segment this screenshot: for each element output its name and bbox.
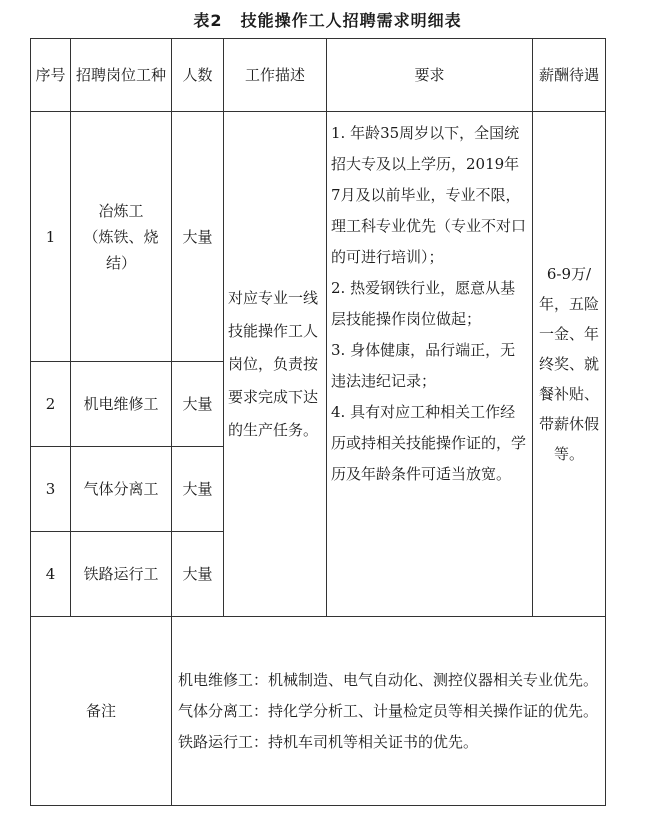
requirements-cell (327, 112, 533, 617)
header-requirements: 要求 (327, 39, 533, 112)
salary-cell: 6-9万/年，五险一金、年终奖、就餐补贴、带薪休假等。 (533, 112, 606, 617)
header-count: 人数 (172, 39, 224, 112)
row-count: 大量 (172, 112, 224, 362)
header-description: 工作描述 (224, 39, 327, 112)
row-position: 气体分离工 (71, 447, 172, 532)
note-item: 气体分离工：持化学分析工、计量检定员等相关操作证的优先。 (178, 701, 599, 720)
requirement-item: 4. 具有对应工种相关工作经历或持相关技能操作证的，学历及年龄条件可适当放宽。 (331, 403, 527, 483)
row-seq: 1 (31, 112, 71, 362)
header-row (31, 39, 606, 112)
row-position: 铁路运行工 (71, 532, 172, 617)
row-seq: 2 (31, 362, 71, 447)
description-cell: 对应专业一线技能操作工人岗位，负责按要求完成下达的生产任务。 (224, 112, 327, 617)
row-count: 大量 (172, 532, 224, 617)
requirement-item: 3. 身体健康，品行端正，无违法违纪记录； (331, 341, 516, 390)
header-seq: 序号 (31, 39, 71, 112)
table-row (31, 112, 606, 362)
requirement-item: 1. 年龄35周岁以下，全国统招大专及以上学历，2019年7月及以前毕业，专业不限，理工科专业优先（专业不对口的可进行培训）； (331, 124, 527, 266)
notes-row (31, 617, 606, 806)
note-item: 机电维修工：机械制造、电气自动化、测控仪器相关专业优先。 (178, 670, 599, 689)
header-position: 招聘岗位工种 (71, 39, 172, 112)
position-detail: （炼铁、烧结） (83, 227, 159, 272)
row-position: 机电维修工 (71, 362, 172, 447)
requirement-item: 2. 热爱钢铁行业，愿意从基层技能操作岗位做起； (331, 279, 516, 328)
table-title-text: 技能操作工人招聘需求明细表 (240, 11, 462, 30)
row-seq: 4 (31, 532, 71, 617)
row-count: 大量 (172, 362, 224, 447)
row-position (71, 112, 172, 362)
table-title (0, 8, 655, 31)
table-number: 表2 (193, 11, 223, 30)
row-seq: 3 (31, 447, 71, 532)
row-count: 大量 (172, 447, 224, 532)
position-name: 冶炼工 (98, 201, 144, 220)
recruitment-table (30, 38, 606, 806)
note-item: 铁路运行工：持机车司机等相关证书的优先。 (178, 732, 479, 751)
notes-label: 备注 (31, 617, 172, 806)
notes-cell (172, 617, 606, 806)
header-salary: 薪酬待遇 (533, 39, 606, 112)
